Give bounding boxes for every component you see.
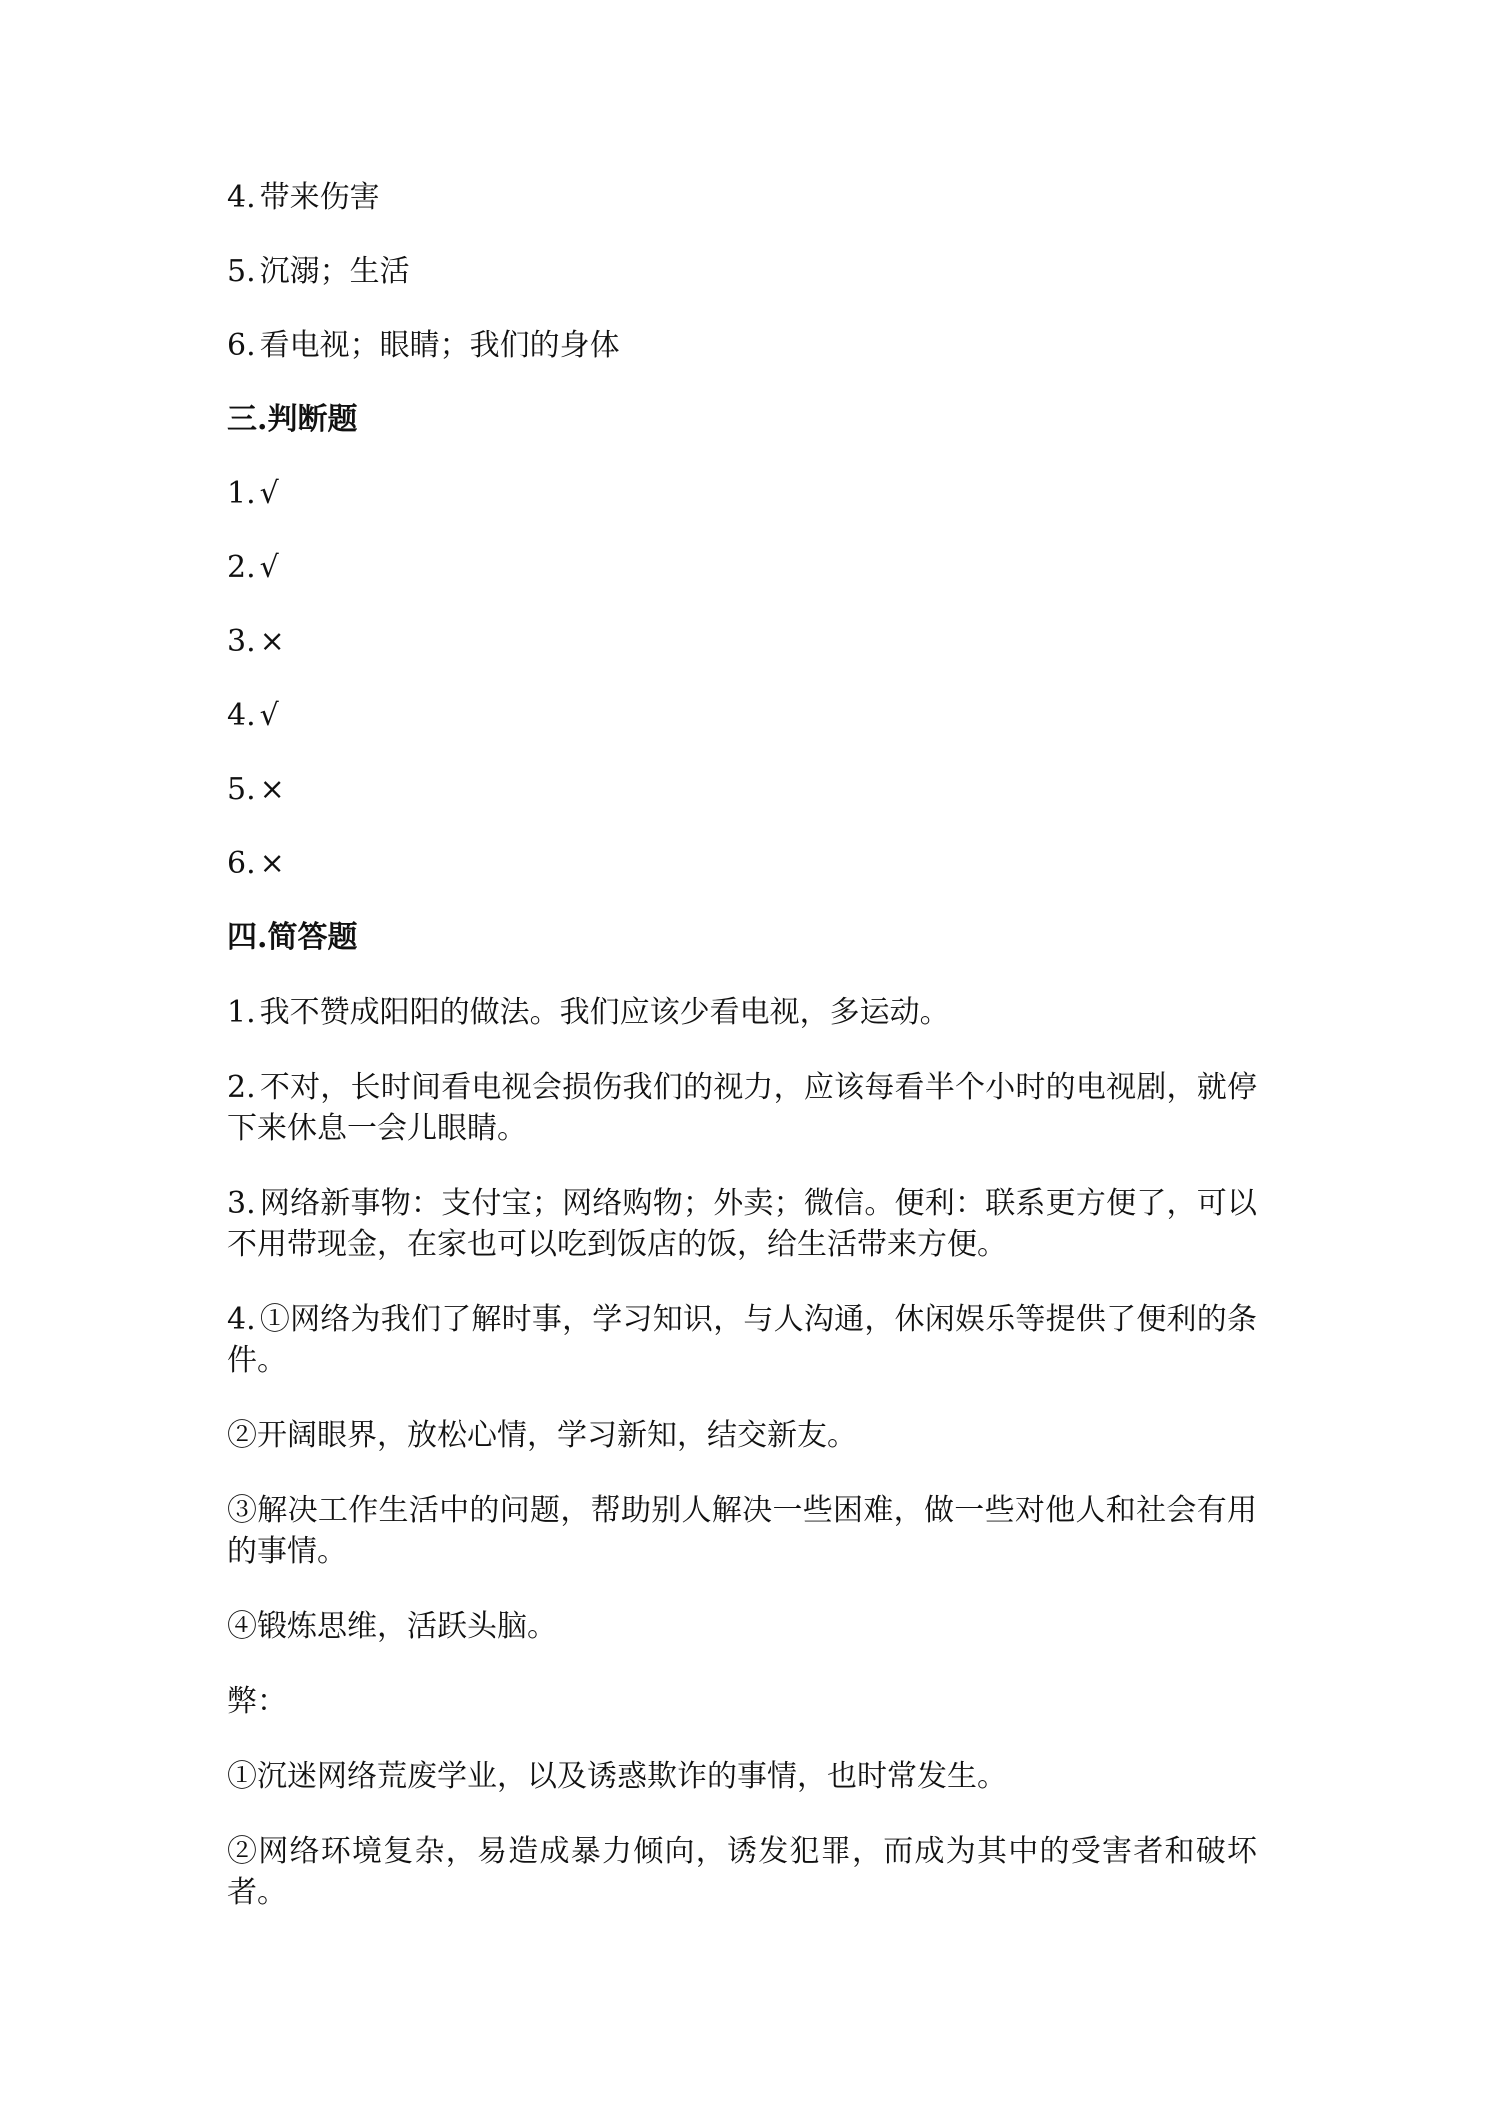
cross-mark: ×: [259, 772, 285, 807]
short-answer-item: [227, 1299, 1257, 1381]
item-text: ①网络为我们了解时事，学习知识，与人沟通，休闲娱乐等提供了便利的条件。: [227, 1302, 1257, 1378]
short-answer-item: [227, 992, 1257, 1033]
drawback-label: 弊：: [227, 1684, 287, 1719]
item-number: 1.: [227, 476, 256, 511]
judge-item: [227, 474, 1257, 514]
cross-mark: ×: [259, 846, 285, 881]
item-number: 6.: [227, 328, 256, 363]
item-text: 网络新事物：支付宝；网络购物；外卖；微信。便利：联系更方便了，可以不用带现金，在家也可以吃到饭店的饭，给生活带来方便。: [227, 1186, 1257, 1262]
item-text: 沉溺；生活: [259, 254, 410, 289]
item-number: 4.: [227, 180, 256, 215]
short-answer-item: [227, 1183, 1257, 1265]
judge-item: [227, 844, 1257, 884]
item-text: 不对，长时间看电视会损伤我们的视力，应该每看半个小时的电视剧，就停下来休息一会儿眼睛。: [227, 1070, 1257, 1146]
short-answer-item: [227, 1067, 1257, 1149]
fill-answer-item: [227, 252, 1257, 292]
check-mark: √: [259, 550, 279, 585]
judge-item: [227, 622, 1257, 662]
item-number: 2.: [227, 550, 256, 585]
judge-item: [227, 696, 1257, 736]
drawback-point: ②网络环境复杂，易造成暴力倾向，诱发犯罪，而成为其中的受害者和破坏者。: [227, 1834, 1257, 1910]
item-text: 带来伤害: [259, 180, 380, 215]
item-number: 4.: [227, 1302, 256, 1337]
drawback-point: ①沉迷网络荒废学业，以及诱惑欺诈的事情，也时常发生。: [227, 1759, 1007, 1794]
item-number: 5.: [227, 254, 256, 289]
fill-answer-item: [227, 178, 1257, 218]
benefit-point: ④锻炼思维，活跃头脑。: [227, 1609, 557, 1644]
judge-item: [227, 548, 1257, 588]
benefit-point: ②开阔眼界，放松心情，学习新知，结交新友。: [227, 1418, 857, 1453]
answer-content: [227, 178, 1257, 1947]
item-number: 3.: [227, 1186, 256, 1221]
section-heading-judge: 三.判断题: [227, 402, 358, 437]
item-number: 6.: [227, 846, 256, 881]
item-number: 3.: [227, 624, 256, 659]
check-mark: √: [259, 476, 279, 511]
check-mark: √: [259, 698, 279, 733]
item-text: 看电视；眼睛；我们的身体: [259, 328, 620, 363]
section-heading-short-answer: 四.简答题: [227, 920, 358, 955]
item-number: 1.: [227, 995, 256, 1030]
item-number: 4.: [227, 698, 256, 733]
fill-answer-item: [227, 326, 1257, 366]
cross-mark: ×: [259, 624, 285, 659]
item-number: 5.: [227, 772, 256, 807]
benefit-point: ③解决工作生活中的问题，帮助别人解决一些困难，做一些对他人和社会有用的事情。: [227, 1493, 1257, 1569]
judge-item: [227, 770, 1257, 810]
item-text: 我不赞成阳阳的做法。我们应该少看电视，多运动。: [259, 995, 950, 1030]
item-number: 2.: [227, 1070, 256, 1105]
